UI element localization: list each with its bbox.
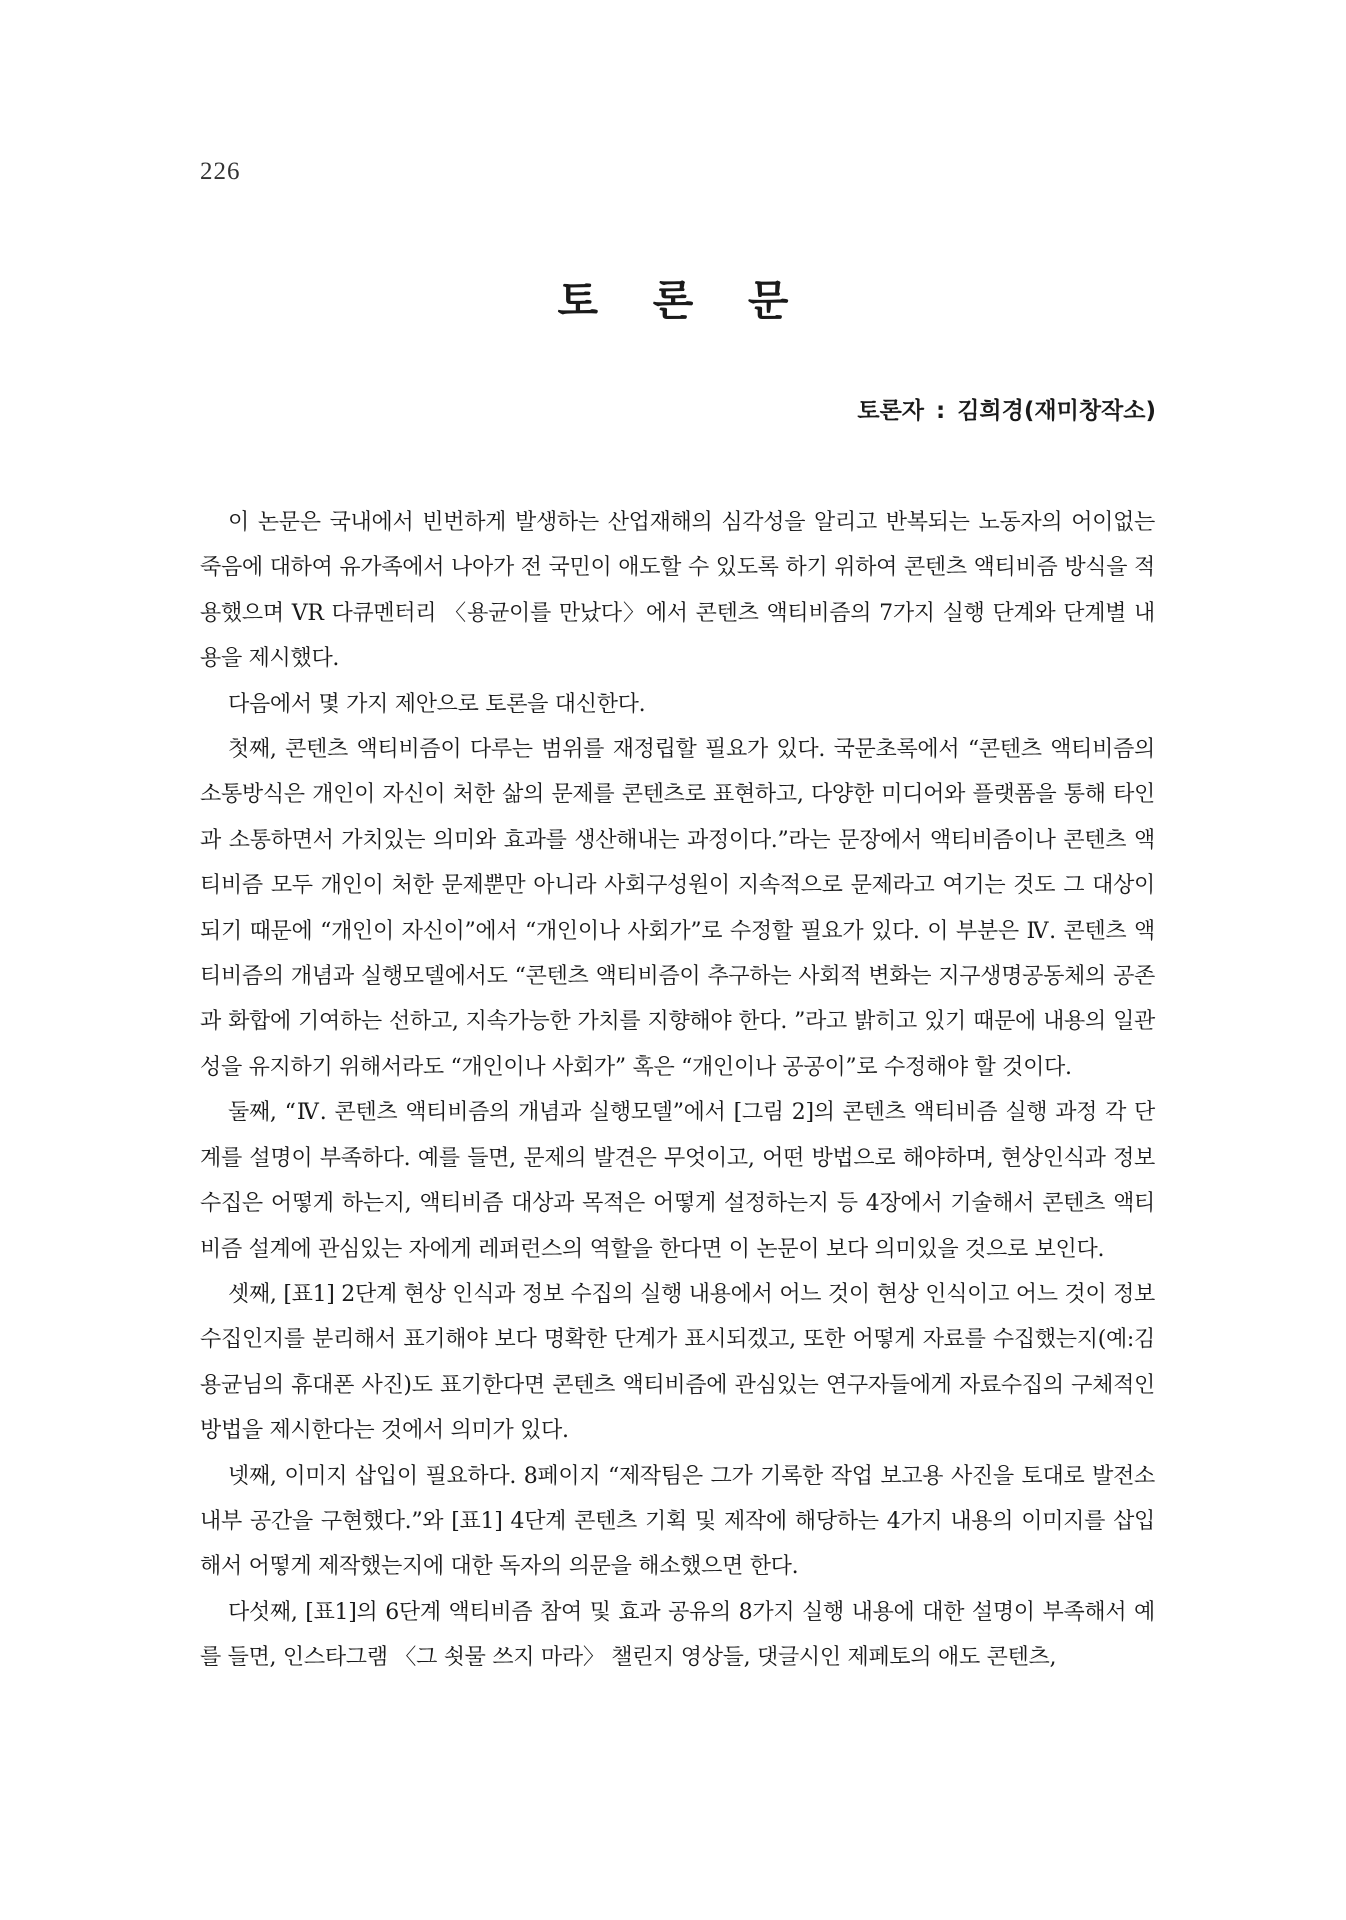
document-title: 토 론 문 (557, 276, 809, 325)
paragraph: 다섯째, [표1]의 6단계 액티비즘 참여 및 효과 공유의 8가지 실행 내용에 대한 설명이 부족해서 예를 들면, 인스타그램 〈그 쇳물 쓰지 마라〉 챌린지 영상들, 댓글시인 제페토의 애도 콘텐츠, (200, 1599, 1155, 1671)
paragraph: 셋째, [표1] 2단계 현상 인식과 정보 수집의 실행 내용에서 어느 것이 현상 인식이고 어느 것이 정보 수집인지를 분리해서 표기해야 보다 명확한 단계가 표시되겠고, 또한 어떻게 자료를 수집했는지(예:김용균님의 휴대폰 사진)도 표기한다면 콘텐츠 액티비즘에 관심있는 연구자들에게 자료수집의 구체적인 방법을 제시한다는 것에서 의미가 있다. (200, 1281, 1155, 1444)
paragraph: 둘째, “Ⅳ. 콘텐츠 액티비즘의 개념과 실행모델”에서 [그림 2]의 콘텐츠 액티비즘 실행 과정 각 단계를 설명이 부족하다. 예를 들면, 문제의 발견은 무엇이고, 어떤 방법으로 해야하며, 현상인식과 정보수집은 어떻게 하는지, 액티비즘 대상과 목적은 어떻게 설정하는지 등 4장에서 기술해서 콘텐츠 액티비즘 설계에 관심있는 자에게 레퍼런스의 역할을 한다면 이 논문이 보다 의미있을 것으로 보인다. (200, 1100, 1155, 1262)
paragraph: 이 논문은 국내에서 빈번하게 발생하는 산업재해의 심각성을 알리고 반복되는 노동자의 어이없는 죽음에 대하여 유가족에서 나아가 전 국민이 애도할 수 있도록 하기 위하여 콘텐츠 액티비즘 방식을 적용했으며 VR 다큐멘터리 〈용균이를 만났다〉에서 콘텐츠 액티비즘의 7가지 실행 단계와 단계별 내용을 제시했다. (200, 510, 1155, 672)
body-text (200, 500, 1155, 1681)
paragraph: 넷째, 이미지 삽입이 필요하다. 8페이지 “제작팀은 그가 기록한 작업 보고용 사진을 토대로 발전소 내부 공간을 구현했다.”와 [표1] 4단계 콘텐츠 기획 및 제작에 해당하는 4가지 내용의 이미지를 삽입해서 어떻게 제작했는지에 대한 독자의 의문을 해소했으면 한다. (200, 1463, 1155, 1580)
discussant-name: 김희경(재미창작소) (957, 398, 1156, 424)
paragraph: 다음에서 몇 가지 제안으로 토론을 대신한다. (228, 691, 646, 717)
paragraph: 첫째, 콘텐츠 액티비즘이 다루는 범위를 재정립할 필요가 있다. 국문초록에서 “콘텐츠 액티비즘의 소통방식은 개인이 자신이 처한 삶의 문제를 콘텐츠로 표현하고, 다양한 미디어와 플랫폼을 통해 타인과 소통하면서 가치있는 의미와 효과를 생산해내는 과정이다.”라는 문장에서 액티비즘이나 콘텐츠 액티비즘 모두 개인이 처한 문제뿐만 아니라 사회구성원이 지속적으로 문제라고 여기는 것도 그 대상이 되기 때문에 “개인이 자신이”에서 “개인이나 사회가”로 수정할 필요가 있다. 이 부분은 Ⅳ. 콘텐츠 액티비즘의 개념과 실행모델에서도 “콘텐츠 액티비즘이 추구하는 사회적 변화는 지구생명공동체의 공존과 화합에 기여하는 선하고, 지속가능한 가치를 지향해야 한다. ”라고 밝히고 있기 때문에 내용의 일관성을 유지하기 위해서라도 “개인이나 사회가” 혹은 “개인이나 공공이”로 수정해야 할 것이다. (200, 737, 1155, 1080)
discussant-label: 토론자 (857, 398, 925, 424)
discussant-separator: : (936, 398, 946, 424)
discussant-line (857, 392, 1156, 425)
page-number: 226 (200, 158, 241, 185)
